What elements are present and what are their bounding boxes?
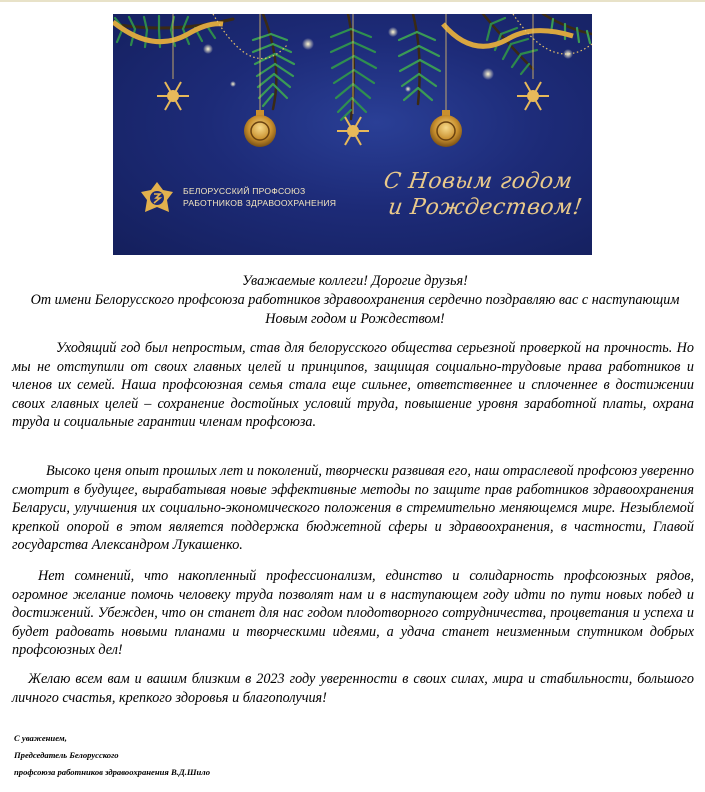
- intro-line: От имени Белорусского профсоюза работников здравоохранения сердечно поздравляю вас с наступающим Новым годом и Рождеством!: [30, 292, 680, 327]
- letter-paragraph: Уходящий год был непростым, став для белорусского общества серьезной проверкой на прочность. Но мы не отступили от своих главных целей и принципов, защищая социально-трудовые права работников и членов их семей. Наша профсоюзная семья стала еще сильнее, ответственнее и сплоченнее в достижении своих главных целей – сохранение достойных условий труда, повышение уровня заработной платы, охрана труда и социальные гарантии членам профсоюза.: [12, 340, 694, 431]
- letter-paragraph: Высоко ценя опыт прошлых лет и поколений, творчески развивая его, наш отраслевой профсоюз уверенно смотрит в будущее, вырабатывая новые эффективные методы по защите прав работников здравоохранения Беларуси, улучшения их социально-экономического положения в стремительно меняющемся мире. Незыблемой крепкой опорой в этом является поддержка бюджетной сферы и здравоохранения, в частности, Главой государства Александром Лукашенко.: [12, 463, 694, 554]
- snowflake-icon: [157, 82, 189, 110]
- banner-greeting-line-1: С Новым годом: [382, 169, 575, 194]
- signature-line-1: С уважением,: [14, 733, 67, 743]
- salutation: Уважаемые коллеги! Дорогие друзья!: [242, 273, 468, 289]
- signature-line-3: профсоюза работников здравоохранения В.Д.Шило: [14, 767, 211, 777]
- top-divider: [0, 0, 705, 2]
- bauble-icon: [244, 110, 276, 147]
- banner-greeting: [374, 169, 591, 221]
- letter-paragraph: Нет сомнений, что накопленный профессионализм, единство и солидарность профсоюзных рядов, огромное желание помочь человеку труда позволят нам и в наступающем году идти по пути новых побед и достижений. Убежден, что он станет для нас годом плодотворного сотрудничества, процветания и успеха и будет радовать новыми планами и творческими идеями, а удача станет неизменным спутником добрых профсоюзных дел!: [12, 568, 694, 659]
- signature-block: [14, 730, 210, 781]
- greeting-banner: [113, 14, 592, 255]
- letter-paragraph: Желаю всем вам и вашим близким в 2023 году уверенности в своих силах, мира и стабильности, большого личного счастья, крепкого здоровья и благополучия!: [12, 671, 694, 706]
- bauble-icon: [430, 110, 462, 147]
- snowflake-icon: [517, 82, 549, 110]
- union-emblem-icon: [139, 180, 175, 218]
- signature-line-2: Председатель Белорусского: [14, 750, 119, 760]
- snowflake-icon: [337, 117, 369, 145]
- fir-branches: [113, 14, 592, 120]
- logo-line-2: РАБОТНИКОВ ЗДРАВООХРАНЕНИЯ: [183, 198, 337, 208]
- letter-heading: [10, 272, 700, 329]
- banner-greeting-line-2: и Рождеством!: [386, 195, 584, 220]
- logo-line-1: БЕЛОРУССКИЙ ПРОФСОЮЗ: [183, 186, 306, 196]
- union-logo: [139, 180, 337, 220]
